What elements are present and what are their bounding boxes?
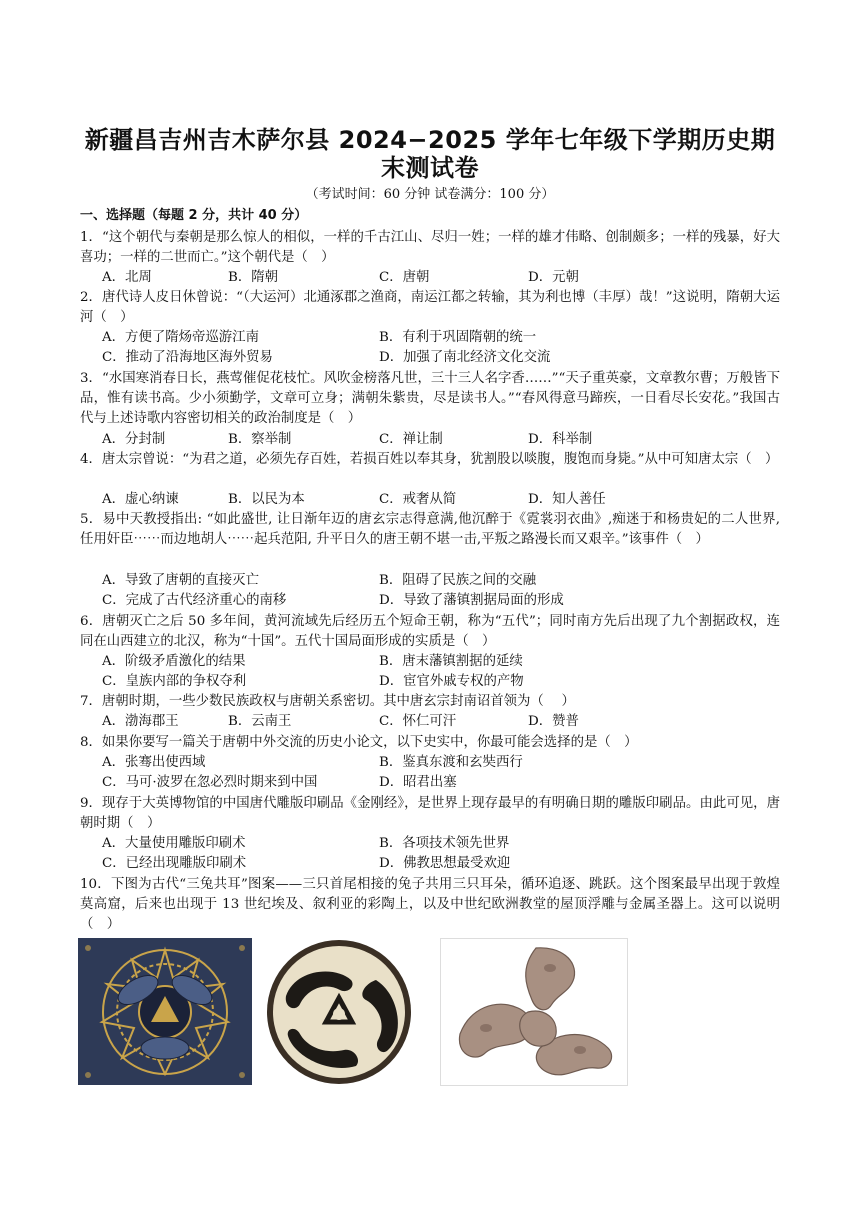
option-c[interactable]: C．完成了古代经济重心的南移 <box>102 593 287 608</box>
option-a[interactable]: A．北周 <box>102 270 152 285</box>
option-c[interactable]: C．皇族内部的争权夺利 <box>102 674 247 689</box>
question-1: 1．“这个朝代与秦朝是那么惊人的相似，一样的千古江山、尽归一姓；一样的雄才伟略、创制颇多；一样的残暴，好大喜功；一样的二世而亡。”这个朝代是（ ） <box>80 230 780 265</box>
question-8: 8．如果你要写一篇关于唐朝中外交流的历史小论文，以下史实中，你最可能会选择的是（ ） <box>80 735 638 750</box>
option-a[interactable]: A．导致了唐朝的直接灭亡 <box>102 573 259 588</box>
question-10: 10．下图为古代“三兔共耳”图案——三只首尾相接的兔子共用三只耳朵，循环追逐、跳跃。这个图案最早出现于敦煌莫高窟，后来也出现于 13 世纪埃及、叙利亚的彩陶上，以及中世纪欧洲教堂的屋顶浮雕与金属圣器上。这可以说明（ ） <box>80 877 780 932</box>
option-a[interactable]: A．张骞出使西域 <box>102 755 206 770</box>
option-b[interactable]: B．隋朝 <box>228 270 279 285</box>
option-a[interactable]: A．大量使用雕版印刷术 <box>102 836 246 851</box>
section-heading: 一、选择题（每题 2 分，共计 40 分） <box>80 208 308 223</box>
option-d[interactable]: D．科举制 <box>528 432 593 447</box>
option-b[interactable]: B．唐末藩镇割据的延续 <box>379 654 523 669</box>
option-d[interactable]: D．赞普 <box>528 714 579 729</box>
option-c[interactable]: C．唐朝 <box>379 270 430 285</box>
title-line-2: 末测试卷 <box>381 154 479 182</box>
three-hares-relief-icon <box>440 938 628 1086</box>
option-b[interactable]: B．以民为本 <box>228 492 305 507</box>
option-d[interactable]: D．昭君出塞 <box>379 775 457 790</box>
three-hares-figures <box>78 938 628 1086</box>
question-7: 7．唐朝时期，一些少数民族政权与唐朝关系密切。其中唐玄宗封南诏首领为（ ） <box>80 694 575 709</box>
option-d[interactable]: D．宦官外戚专权的产物 <box>379 674 524 689</box>
option-b[interactable]: B．鉴真东渡和玄奘西行 <box>379 755 523 770</box>
option-b[interactable]: B．察举制 <box>228 432 292 447</box>
option-a[interactable]: A．分封制 <box>102 432 166 447</box>
option-b[interactable]: B．云南王 <box>228 714 292 729</box>
option-c[interactable]: C．戒奢从简 <box>379 492 457 507</box>
title-line-1: 新疆昌吉州吉木萨尔县 2024−2025 学年七年级下学期历史期 <box>84 126 776 154</box>
question-3: 3．“水国寒消春日长，燕莺催促花枝忙。风吹金榜落凡世，三十三人名字香……”“天子重英豪，文章教尔曹；万般皆下品，惟有读书高。少小须勤学，文章可立身；满朝朱紫贵，尽是读书人。”“春风得意马蹄疾，一日看尽长安花。”我国古代与上述诗歌内容密切相关的政治制度是（ ） <box>80 371 780 426</box>
option-d[interactable]: D．佛教思想最受欢迎 <box>379 856 511 871</box>
question-2: 2．唐代诗人皮日休曾说：“（大运河）北通涿郡之渔商，南运江都之转输，其为利也博（丰厚）哉！”这说明，隋朝大运河（ ） <box>80 290 780 325</box>
option-c[interactable]: C．禅让制 <box>379 432 443 447</box>
option-d[interactable]: D．元朝 <box>528 270 579 285</box>
three-hares-circle-icon <box>256 938 422 1086</box>
question-5: 5．易中天教授指出: “如此盛世, 让日渐年迈的唐玄宗志得意满,他沉醉于《霓裳羽衣曲》,痴迷于和杨贵妃的二人世界,任用奸臣⋯⋯而边地胡人⋯⋯起兵范阳, 升平日久的唐王朝不堪一击,平叛之路漫长而又艰辛。”该事件（ ） <box>80 512 780 547</box>
exam-title <box>80 126 780 182</box>
question-9: 9．现存于大英博物馆的中国唐代雕版印刷品《金刚经》，是世界上现存最早的有明确日期的雕版印刷品。由此可见，唐朝时期（ ） <box>80 796 780 831</box>
option-c[interactable]: C．马可·波罗在忽必烈时期来到中国 <box>102 775 318 790</box>
option-b[interactable]: B．各项技术领先世界 <box>379 836 510 851</box>
question-6: 6．唐朝灭亡之后 50 多年间，黄河流域先后经历五个短命王朝，称为“五代”；同时南方先后出现了九个割据政权，连同在山西建立的北汉，称为“十国”。五代十国局面形成的实质是（ ） <box>80 614 780 649</box>
option-a[interactable]: A．虚心纳谏 <box>102 492 179 507</box>
option-a[interactable]: A．阶级矛盾激化的结果 <box>102 654 246 669</box>
option-a[interactable]: A．渤海郡王 <box>102 714 179 729</box>
question-4: 4．唐太宗曾说：“为君之道，必须先存百姓，若损百姓以奉其身，犹割股以啖腹，腹饱而身毙。”从中可知唐太宗（ ） <box>80 452 779 467</box>
option-d[interactable]: D．知人善任 <box>528 492 606 507</box>
option-c[interactable]: C．怀仁可汗 <box>379 714 457 729</box>
option-b[interactable]: B．有利于巩固隋朝的统一 <box>379 330 537 345</box>
option-c[interactable]: C．已经出现雕版印刷术 <box>102 856 247 871</box>
option-b[interactable]: B．阻碍了民族之间的交融 <box>379 573 537 588</box>
three-hares-painting-icon <box>78 938 252 1085</box>
option-d[interactable]: D．加强了南北经济文化交流 <box>379 350 551 365</box>
option-d[interactable]: D．导致了藩镇割据局面的形成 <box>379 593 564 608</box>
exam-subtitle: （考试时间：60 分钟 试卷满分：100 分） <box>305 187 555 202</box>
option-c[interactable]: C．推动了沿海地区海外贸易 <box>102 350 273 365</box>
option-a[interactable]: A．方便了隋炀帝巡游江南 <box>102 330 259 345</box>
